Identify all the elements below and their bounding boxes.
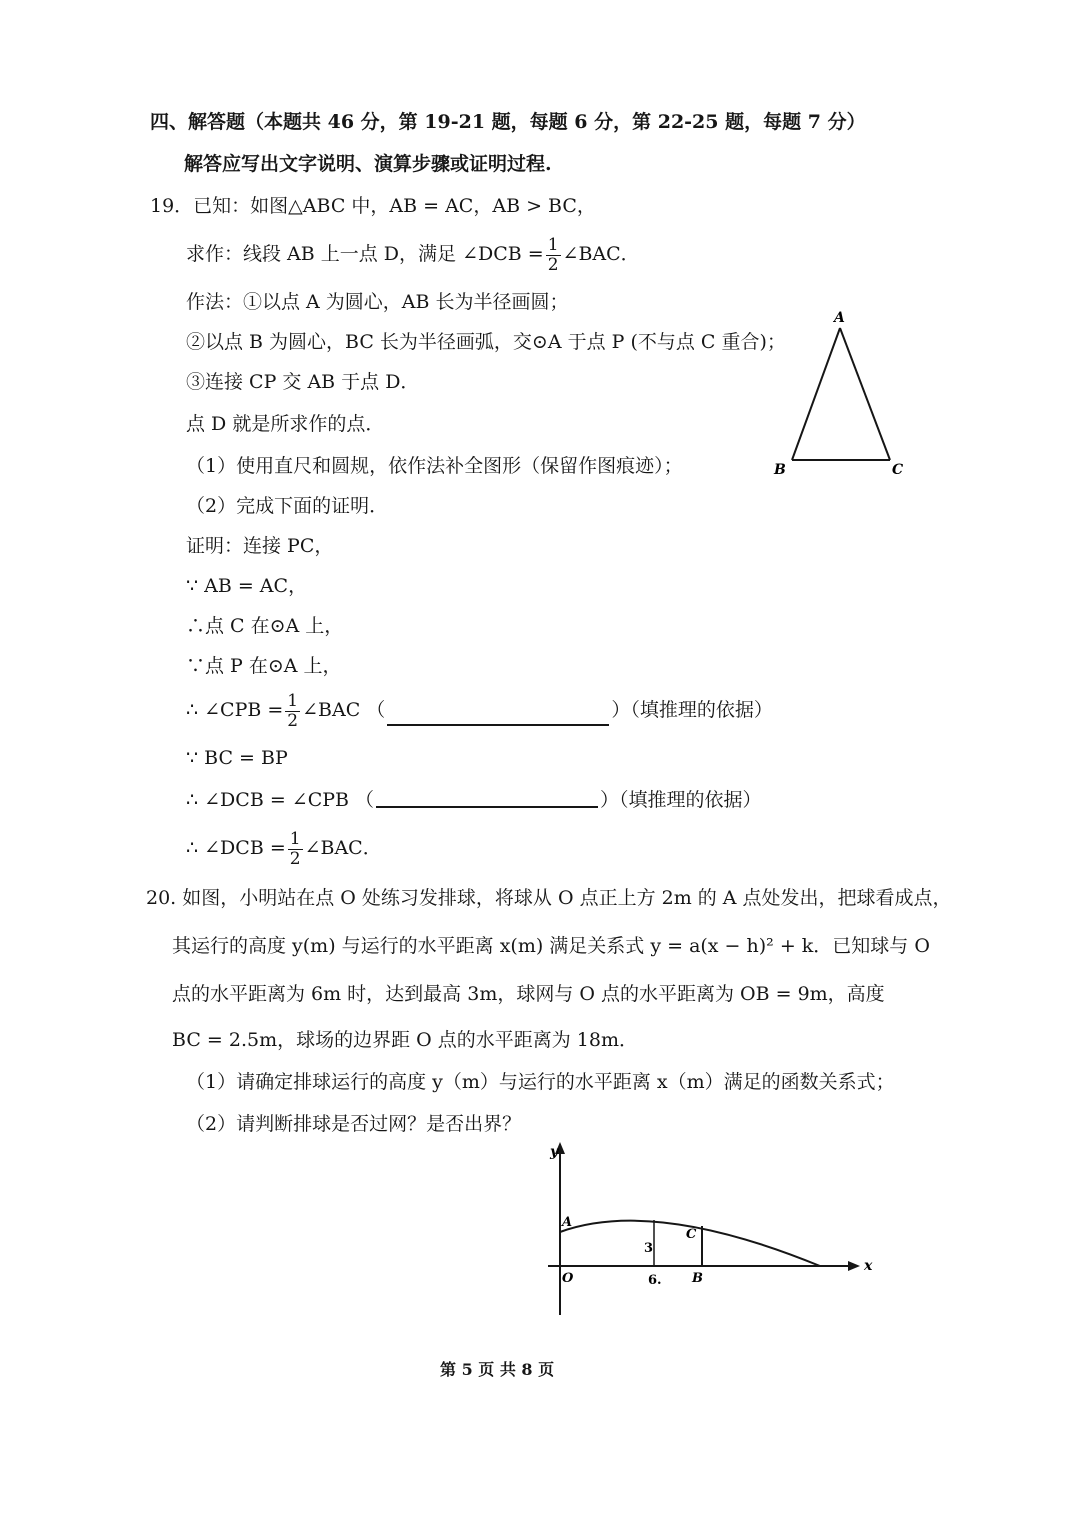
triangle-label-a: A	[834, 310, 845, 326]
fraction-denominator: 2	[287, 710, 299, 731]
q20-line-1: 20. 如图，小明站在点 O 处练习发排球，将球从 O 点正上方 2m 的 A 点处发出，把球看成点，	[146, 887, 952, 909]
triangle-label-c: C	[892, 462, 904, 478]
q19-method-2: ②以点 B 为圆心，BC 长为半径画弧，交⊙A 于点 P (不与点 C 重合)；	[186, 331, 786, 353]
triangle-label-b: B	[774, 462, 786, 478]
fraction-numerator: 1	[289, 828, 301, 849]
q19-proof-8	[186, 826, 382, 870]
q20-part-2: （2）请判断排球是否过网？是否出界？	[186, 1113, 522, 1135]
section-instruction: 解答应写出文字说明、演算步骤或证明过程.	[184, 153, 552, 175]
page-number: 第 5 页 共 8 页	[440, 1360, 555, 1379]
x-axis-label: x	[864, 1258, 873, 1274]
q19-proof-1: 证明：连接 PC，	[186, 535, 334, 557]
q19-proof-5-answer-blank[interactable]	[387, 723, 609, 726]
q19-method-1: 作法：①以点 A 为圆心，AB 长为半径画圆；	[186, 291, 569, 313]
q19-proof-7-prefix: ∴ ∠DCB = ∠CPB （	[186, 789, 375, 811]
q19-task-suffix: ∠BAC．	[562, 243, 640, 265]
q19-triangle-figure	[764, 300, 914, 480]
q20-line-4: BC = 2.5m，球场的边界距 O 点的水平距离为 18m．	[172, 1029, 638, 1051]
q19-method-3: ③连接 CP 交 AB 于点 D．	[186, 371, 420, 393]
point-label-b: B	[692, 1271, 703, 1286]
origin-label-o: O	[562, 1271, 574, 1286]
q19-proof-6: ∵ BC = BP	[186, 747, 288, 769]
q19-task-fraction	[546, 234, 561, 275]
q19-proof-5-suffix: ∠BAC （	[302, 699, 386, 721]
fraction-denominator: 2	[289, 848, 301, 869]
q19-proof-3: ∴点 C 在⊙A 上，	[186, 615, 344, 637]
q19-proof-2: ∵ AB = AC，	[186, 575, 308, 597]
q19-proof-7-end: ）（填推理的依据）	[600, 789, 762, 811]
q19-given: 19．已知：如图△ABC 中，AB = AC，AB > BC，	[150, 195, 596, 217]
q19-part-1: （1）使用直尺和圆规，依作法补全图形（保留作图痕迹）；	[186, 455, 683, 477]
section-heading: 四、解答题（本题共 46 分，第 19-21 题，每题 6 分，第 22-25 题，每题 7 分）	[150, 111, 866, 133]
y-axis-label: y	[550, 1144, 559, 1160]
q19-proof-5	[186, 688, 773, 732]
distance-label-6: 6.	[648, 1273, 662, 1288]
q19-task-prefix: 求作：线段 AB 上一点 D，满足 ∠DCB =	[186, 243, 544, 265]
point-label-a: A	[562, 1215, 573, 1230]
triangle-side-ac	[840, 328, 890, 460]
q19-part-2: （2）完成下面的证明．	[186, 495, 389, 517]
q19-conclusion: 点 D 就是所求作的点．	[186, 413, 385, 435]
q19-proof-5-end: ）（填推理的依据）	[611, 699, 773, 721]
q19-proof-4: ∵点 P 在⊙A 上，	[186, 655, 342, 677]
q19-proof-5-fraction	[285, 690, 300, 731]
height-label-3: 3	[644, 1241, 654, 1256]
q19-proof-5-prefix: ∴ ∠CPB =	[186, 699, 284, 721]
q20-line-2: 其运行的高度 y(m) 与运行的水平距离 x(m) 满足关系式 y = a(x − h)² + k．已知球与 O	[172, 935, 930, 957]
fraction-numerator: 1	[287, 690, 299, 711]
triangle-side-ab	[792, 328, 840, 460]
q20-part-1: （1）请确定排球运行的高度 y（m）与运行的水平距离 x（m）满足的函数关系式；	[186, 1071, 895, 1093]
q20-line-3: 点的水平距离为 6m 时，达到最高 3m，球网与 O 点的水平距离为 OB = 9m，高度	[172, 983, 885, 1005]
q19-proof-8-prefix: ∴ ∠DCB =	[186, 837, 286, 859]
fraction-numerator: 1	[547, 234, 559, 255]
q19-proof-8-fraction	[288, 828, 303, 869]
fraction-denominator: 2	[547, 254, 559, 275]
q19-proof-8-suffix: ∠BAC．	[304, 837, 382, 859]
q19-proof-7-answer-blank[interactable]	[376, 805, 598, 808]
q19-proof-7	[186, 786, 762, 814]
q20-trajectory-figure	[530, 1130, 880, 1325]
q19-task	[186, 232, 640, 276]
point-label-c: C	[686, 1227, 697, 1242]
x-axis-arrow-icon	[848, 1261, 860, 1271]
